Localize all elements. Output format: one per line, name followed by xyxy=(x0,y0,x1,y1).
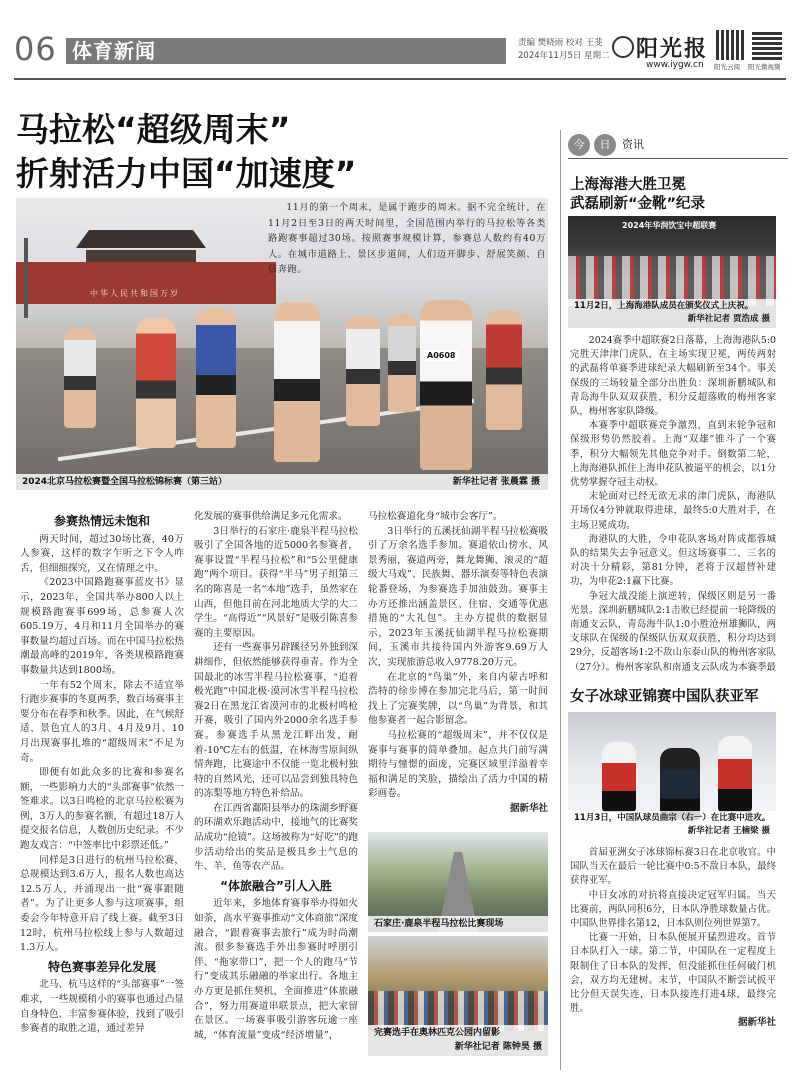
story2-photo xyxy=(568,712,776,840)
intro-box xyxy=(268,200,546,296)
qr-code-2-label: 阳光微视频 xyxy=(748,63,781,71)
paragraph: 同样是3日进行的杭州马拉松赛，总规模达到3.6万人，报名人数也高达12.5万人，并涌现出一批“赛事跟随者”。为了让更多人参与这项赛事，组委会今年特意开启了线上赛。截至3日12时，杭州马拉松线上参与人数超过1.3万人。 xyxy=(20,854,184,954)
main-photo-caption xyxy=(16,474,548,490)
qr-code-1-label: 阳光云阅 xyxy=(714,63,740,71)
paragraph: 马拉松赛道化身“城市会客厅”。 xyxy=(368,511,503,522)
main-photo-caption-text: 2024北京马拉松赛暨全国马拉松锦标赛（第三站） xyxy=(22,477,228,487)
story2-body xyxy=(570,846,776,1060)
paragraph: 北马、杭马这样的“头部赛事”一签难求，一些规模稍小的赛事也通过凸显自身特色、丰富参赛体验，找到了吸引参赛者的取胜之道，通过差异 xyxy=(20,979,184,1035)
sun-logo-icon xyxy=(612,36,634,58)
finisher-caption-credit: 新华社记者 陈钟昊 摄 xyxy=(454,1042,542,1052)
story1-body xyxy=(570,334,776,674)
story2-caption xyxy=(568,811,776,840)
paragraph: 即便有如此众多的比赛和参赛名额，一些影响力大的“头部赛事”依然一签难求。以3日鸣枪的北京马拉松赛为例，3万人的参赛名额，有超过18万人提交报名信息，人数创历史纪录。不少跑友戏言：“中签率比中彩票还低。” xyxy=(20,767,184,852)
tag-circle-1: 今 xyxy=(568,134,590,156)
finisher-caption xyxy=(368,1025,548,1056)
page-number: 06 xyxy=(14,30,57,68)
tag-circle-2: 日 xyxy=(594,134,616,156)
player-dark xyxy=(660,748,700,820)
story1-caption-text: 11月2日，上海海港队成员在颁奖仪式上庆祝。 xyxy=(574,301,754,311)
race-course-caption: 石家庄·鹿泉半程马拉松比赛现场 xyxy=(368,916,548,932)
paragraph: 马拉松赛的“超级周末”，并不仅仅是赛事与赛事的简单叠加。起点共门前写满期待与憧憬的面庞，完赛区域里洋溢着幸福和满足的笑脸，描绘出了活力中国的精彩画卷。 xyxy=(368,729,548,800)
story1-title-line2: 武磊刷新“金靴”纪录 xyxy=(570,196,706,212)
paragraph: 一年有52个周末，除去不适宜举行跑步赛事的冬夏两季，数百场赛事主要分布在春季和秋季。因此，在气候舒适、景色宜人的3月、4月及9月、10月出现赛事扎堆的“超级周末”不足为奇。 xyxy=(20,679,184,764)
finisher-caption-text: 完赛选手在奥林匹克公园内留影 xyxy=(374,1028,501,1038)
paragraph: 近年来，多地体育赛事举办得如火如荼，高水平赛事推动“文体商旅”深度融合，“跟着赛事去旅行”成为时尚潮流。很多参赛选手外出参赛时呼朋引伴、“拖家带口”，把一个人的跑马“节行”变成其乐融融的举家出行。各地主办方更是抓住契机，全面推进“体旅融合”，努力用赛道串联景点，把大家留在景区。一场赛事吸引游客玩逾一座城，“体育流量”变成“经济增量”， xyxy=(194,898,358,1041)
finisher-photo xyxy=(368,936,548,1056)
runner-4 xyxy=(420,300,472,470)
story2-title: 女子冰球亚锦赛中国队获亚军 xyxy=(570,689,759,705)
paragraph: 在北京的“鸟巢”外，来自内蒙古呼和浩特的徐步博在参加完北马后，第一时间找上了完赛奖牌，以“鸟巢”为背景，和其他参赛者一起合影留念。 xyxy=(368,671,548,727)
lamp-post xyxy=(24,238,28,318)
runner-6 xyxy=(64,328,96,428)
staff-line: 责编 樊晓雨 校对 王斐 xyxy=(518,38,603,48)
tag-label: 资讯 xyxy=(622,138,644,151)
runner-5 xyxy=(486,310,522,430)
gate-banner: 中华人民共和国万岁 xyxy=(90,289,180,298)
bib-number: A0608 xyxy=(424,350,458,361)
paragraph: 还有一些赛事另辟蹊径另外独到深耕细作，但依然能够获得垂青。作为全国最北的冰雪半程马拉松赛事，“追着极光跑”中国北极·漠河冰雪半程马拉松赛2日在黑龙江省漠河市的北极村鸣枪开赛，吸引了国内外2000余名选手参赛。参赛选手从黑龙江畔出发，耐着-10℃左右的低温，在林海雪原间纵情奔跑，比赛途中不仅能一览北极村独特的自然风光，还可以品尝到独具特色的冻梨等地方特色补给品。 xyxy=(194,642,358,800)
intro-text: 11月的第一个周末，是属于跑步的周末。据不完全统计，在11月2日至3日的两天时间里，全国范围内举行的马拉松等各类路跑赛事超过30场。按照赛事规模计算，参赛总人数约有40万人。在城市道路上、景区步道间，人们迈开脚步、舒展笑颜、自信奔跑。 xyxy=(268,202,546,275)
story1-caption-credit: 新华社记者 贾浩成 摄 xyxy=(687,314,770,324)
main-photo xyxy=(16,198,548,490)
player-red xyxy=(602,742,636,812)
masthead-rule xyxy=(14,78,786,80)
qr-code-1[interactable] xyxy=(716,30,746,60)
sidebar-tag xyxy=(568,134,788,156)
masthead xyxy=(14,30,786,74)
article-column-2 xyxy=(194,510,358,1080)
section-title: 体育新闻 xyxy=(72,39,156,63)
paragraph: 《2023中国路跑赛事蓝皮书》显示，2023年，全国共举办800人以上规模路跑赛事699场，总参赛人次605.19万，4月和11月全国举办的赛事数量均超过百场。而在中国马拉松热潮最高峰的2019年，各类规模路跑赛事数量共达到1800场。 xyxy=(20,577,184,676)
runner-3 xyxy=(274,302,320,462)
paragraph: 在江西省鄱阳县举办的珠湖乡野赛的环湖欢乐跑活动中，接地气的比赛奖品成功“抢镜”。这场被称为“好吃”的跑步活动给出的奖品是极具乡土气息的牛、羊、鱼等农产品。 xyxy=(194,802,358,873)
story1-title-line1: 上海海港大胜卫冕 xyxy=(570,177,686,193)
qr-code-2[interactable] xyxy=(752,30,782,60)
story1-banner: 2024年华润饮宝中超联赛 xyxy=(622,221,717,230)
paragraph: 首届亚洲女子冰球锦标赛3日在北京收官。中国队当天在最后一轮比赛中0:5不敌日本队，最终获得亚军。 xyxy=(570,847,776,887)
paragraph: 比赛一开始，日本队便展开猛烈进攻。首节日本队打入一球。第二节，中国队在一定程度上限制住了日本队的发挥，但没能抓住任何破门机会，双方均无建树。末节，中国队不断尝试扳平比分但天误失连，日本队接连打进4球，最终完胜。 xyxy=(570,932,776,1015)
article-column-1 xyxy=(20,510,184,1080)
runner-7 xyxy=(346,316,380,426)
story2-credit: 据新华社 xyxy=(737,1017,776,1029)
story1-photo xyxy=(568,216,776,328)
main-headline xyxy=(16,108,556,196)
paragraph: 中日女冰的对抗将直接决定冠军归属。当天比赛前，两队同积6分，日本队净胜球数量占优。中国队世界排名第12，日本队则位列世界第7。 xyxy=(570,889,776,930)
race-course-photo xyxy=(368,832,548,932)
paragraph: 海港队的大胜，令申花队客场对阵成都蓉城队的结果失去争冠意义。但这场赛事二、三名的对决十分精彩，第81分钟，老将于汉超替补建功，为申花2:1赢下比赛。 xyxy=(570,533,776,588)
issue-date: 2024年11月5日 星期二 xyxy=(518,51,610,61)
gate-roof-2 xyxy=(86,250,196,262)
headline-line-1: 马拉松“超级周末” xyxy=(16,110,291,149)
subheading-2: 特色赛事差异化发展 xyxy=(47,959,156,974)
subheading-3: “体旅融合”引人入胜 xyxy=(220,878,332,893)
newspaper-logo: 阳光报 xyxy=(636,36,709,62)
section-title-bar xyxy=(66,38,610,64)
sidebar-divider xyxy=(560,130,561,1070)
paragraph: 本赛季中超联赛竞争激烈，直到末轮争冠和保级形势仍然胶着。上海“双雄”锥斗了一个赛季，积分大幅领先其他竞争对手。倒数第二轮，上海海港队抓住上海申花队被逼平的机会，以1分优势掌握夺冠主动权。 xyxy=(570,420,776,489)
headline-line-2: 折射活力中国“加速度” xyxy=(16,154,357,193)
runner-8 xyxy=(388,314,416,412)
story2-caption-text: 11月3日，中国队球员曲宗（右一）在比赛中进攻。 xyxy=(574,813,771,823)
gate-roof xyxy=(76,230,206,248)
article-credit: 据新华社 xyxy=(509,802,548,814)
paragraph: 3日举行的五溪抚仙湖半程马拉松赛吸引了万余名选手参加。赛道依山傍水、风景秀丽，赛道两旁，舞龙舞狮、滚灵的“超级大马戏”、民族舞、器乐演奏等特色表演轮番登场，为参赛选手加油鼓劲。赛事主办方还推出涵盖景区、住宿、交通等优惠措施的“大礼包”。主办方提供的数据显示，2023年玉溪抚仙湖半程马拉松赛期间，玉溪市共接待国内外游客9.69万人次，实现旅游总收入9778.20万元。 xyxy=(368,525,548,668)
main-photo-credit: 新华社记者 张晨霖 摄 xyxy=(452,477,540,487)
runner-1 xyxy=(136,318,176,448)
paragraph: 化发展的赛事供给满足多元化需求。 xyxy=(194,511,348,522)
story2-caption-credit: 新华社记者 王楠梁 摄 xyxy=(687,826,770,836)
runner-2 xyxy=(196,308,236,448)
article-column-3 xyxy=(368,510,548,828)
story1-caption xyxy=(568,299,776,328)
paragraph: 末轮面对已经无欲无求的津门虎队，海港队开场仅4分钟就取得进球，最终5:0大胜对手，在主场卫冕成功。 xyxy=(570,491,776,531)
paragraph: 2024赛季中超联赛2日落幕，上海海港队5:0完胜天津津门虎队，在主场实现卫冕，两传两射的武磊将单赛季进球纪录大幅刷新至34个。事关保级的三场较量全部分出胜负：深圳新鹏城队和青岛海牛队双双获胜，积分反超落败的梅州客家队，梅州客家队降级。 xyxy=(570,335,776,418)
tag-rule xyxy=(568,158,788,159)
player-red-2 xyxy=(718,736,752,812)
website-url[interactable]: www.iygw.cn xyxy=(646,60,704,70)
paragraph: 争冠大战没能上演逆转，保级区则是另一番光景。深圳新鹏城队2:1击败已经提前一轮降级的南通支云队，青岛海牛队1:0小胜沧州雄狮队，两支球队在保级的保级队伍双双获胜，积分均达到29分，反超客场1:2不敌山东泰山队的梅州客家队（27分）。梅州客家队和南通支云队成为本赛季最 xyxy=(570,590,776,673)
paragraph: 3日举行的石家庄·鹿泉半程马拉松吸引了全国各地的近5000名参赛者，赛事设置“半程马拉松”和“5公里健康跑”两个项目。获得“半马”男子组第三名的陈喜是一名“本地”选手，虽然家在山西，但他目前在河北地质大学的大二学生。“高得近”“风景好”是吸引陈喜参赛的主要原因。 xyxy=(194,525,358,639)
paragraph: 两天时间，超过30场比赛，40万人参赛，这样的数字乍听之下令人咋舌，但细细探究，又在情理之中。 xyxy=(20,533,184,574)
subheading-1: 参赛热情远未饱和 xyxy=(53,514,150,528)
